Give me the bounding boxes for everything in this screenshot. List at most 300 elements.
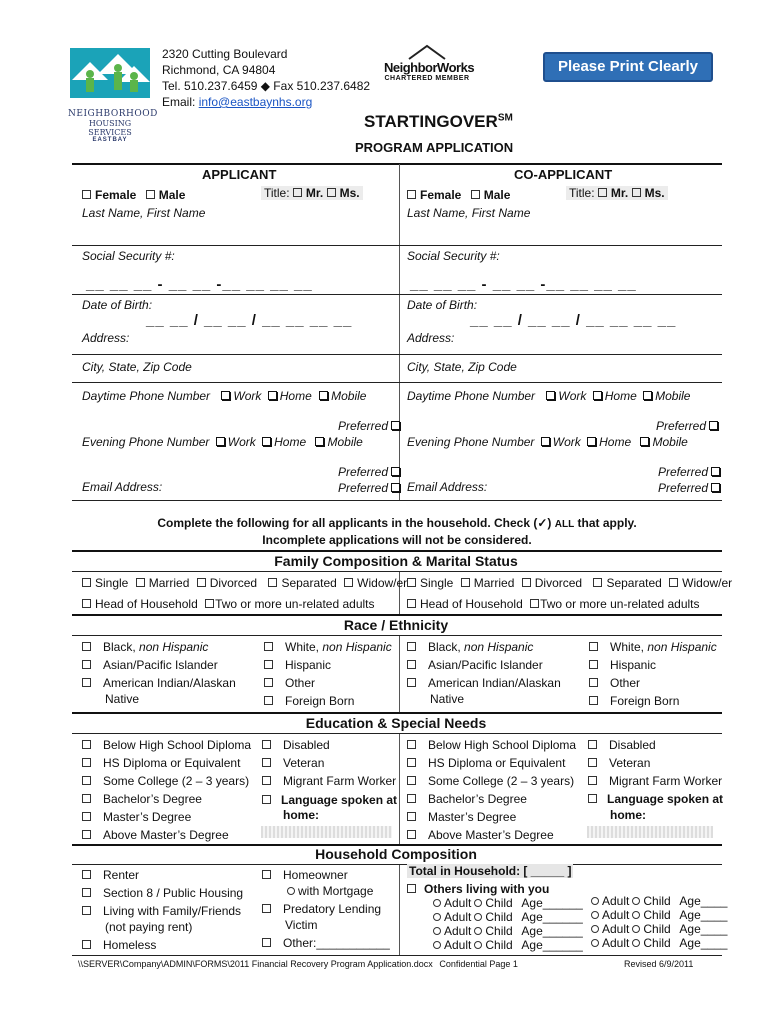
- applicant-language-field[interactable]: [261, 823, 392, 835]
- special-need-option: [588, 756, 650, 770]
- marital-married-checkbox[interactable]: [461, 578, 470, 587]
- race-option: [82, 692, 139, 706]
- race-option: [589, 694, 679, 708]
- coapplicant-language-home: home:: [610, 808, 646, 822]
- coapplicant-dob-field[interactable]: __ __ / __ __ / __ __ __ __: [470, 312, 677, 329]
- race-option-label: Black, non Hispanic: [428, 640, 534, 654]
- mobile-label: Mobile: [655, 389, 691, 403]
- ms-label: Ms.: [339, 186, 360, 200]
- address-line-2: Richmond, CA 94804: [162, 63, 276, 77]
- applicant-day-preferred: [338, 419, 403, 433]
- applicant-ssn-field[interactable]: __ __ __ - __ __ -__ __ __ __: [86, 276, 313, 293]
- single-label: Single: [420, 576, 454, 590]
- race-option-label: Asian/Pacific Islander: [103, 658, 218, 672]
- evening-label: Evening Phone Number: [407, 435, 535, 449]
- preferred-label: Preferred: [338, 481, 389, 495]
- checkmark-icon: ✓: [537, 516, 548, 530]
- applicant-day-work-checkbox[interactable]: [221, 391, 230, 400]
- chartered-member: CHARTERED MEMBER: [384, 75, 470, 82]
- race-option: [82, 676, 236, 690]
- housing-checkbox[interactable]: [82, 888, 91, 897]
- applicant-city-field[interactable]: City, State, Zip Code: [82, 360, 192, 374]
- coapplicant-name-field[interactable]: Last Name, First Name: [407, 206, 531, 220]
- member-row: [430, 938, 583, 952]
- coapplicant-language-checkbox[interactable]: [588, 794, 597, 803]
- divider-ssn: [72, 294, 722, 295]
- marital-single-checkbox[interactable]: [407, 578, 416, 587]
- race-option: [264, 640, 392, 654]
- member-type-label: Child: [485, 924, 513, 938]
- instr-text-a: Complete the following for all applicants in the household. Check (: [157, 516, 538, 530]
- member-row: [588, 936, 727, 950]
- applicant-mr-checkbox[interactable]: [293, 188, 302, 197]
- divider-top: [72, 163, 722, 165]
- coapplicant-title-row: [566, 186, 668, 200]
- member-age-field[interactable]: Age____: [676, 894, 728, 908]
- education-checkbox[interactable]: [82, 740, 91, 749]
- child-radio[interactable]: [474, 927, 482, 935]
- applicant-head-row: [82, 597, 375, 611]
- predatory-option-2-label: Victim: [285, 918, 318, 932]
- education-checkbox[interactable]: [82, 794, 91, 803]
- coapplicant-daytime-row: [407, 389, 690, 403]
- education-option: [82, 756, 240, 770]
- applicant-name-field[interactable]: Last Name, First Name: [82, 206, 206, 220]
- file-path: \\SERVER\Company\ADMIN\FORMS\2011 Financial Recovery Program Application.docx: [78, 959, 433, 969]
- marital-divorced-checkbox[interactable]: [522, 578, 531, 587]
- housing-checkbox[interactable]: [82, 906, 91, 915]
- special-need-checkbox[interactable]: [262, 776, 271, 785]
- child-radio[interactable]: [632, 911, 640, 919]
- child-radio[interactable]: [632, 897, 640, 905]
- divider-race-top: [72, 614, 722, 616]
- household-title: Household Composition: [315, 846, 477, 862]
- single-label: Single: [95, 576, 129, 590]
- logo-line-2: HOUSING SERVICES: [88, 119, 132, 137]
- applicant-address-field[interactable]: Address:: [82, 331, 130, 345]
- footer-path: [78, 959, 518, 969]
- special-need-option: [588, 774, 722, 788]
- race-option: [589, 658, 656, 672]
- education-option-label: Above Master’s Degree: [103, 828, 229, 842]
- coapplicant-eve-home-checkbox[interactable]: [587, 437, 596, 446]
- adult-radio[interactable]: [433, 941, 441, 949]
- child-radio[interactable]: [474, 899, 482, 907]
- head-of-household-checkbox[interactable]: [407, 599, 416, 608]
- column-divider: [399, 164, 400, 500]
- race-option: [82, 658, 218, 672]
- special-need-option-label: Disabled: [609, 738, 656, 752]
- coapplicant-language-row: [588, 792, 723, 806]
- coapplicant-address-field[interactable]: Address:: [407, 331, 455, 345]
- coapplicant-day-preferred: [656, 419, 721, 433]
- applicant-ssn-label: Social Security #:: [82, 249, 175, 263]
- race-checkbox[interactable]: [264, 660, 273, 669]
- race-checkbox[interactable]: [589, 678, 598, 687]
- applicant-day-preferred-checkbox[interactable]: [391, 421, 400, 430]
- race-checkbox[interactable]: [589, 642, 598, 651]
- race-option-label: White, non Hispanic: [285, 640, 392, 654]
- preferred-label: Preferred: [658, 465, 709, 479]
- education-checkbox[interactable]: [407, 830, 416, 839]
- coapplicant-language-field[interactable]: [587, 823, 713, 835]
- education-checkbox[interactable]: [407, 812, 416, 821]
- coapplicant-day-preferred-checkbox[interactable]: [709, 421, 718, 430]
- education-option-label: Below High School Diploma: [428, 738, 577, 752]
- education-option: [82, 792, 202, 806]
- adult-radio[interactable]: [591, 939, 599, 947]
- member-type-label: Child: [643, 894, 671, 908]
- married-label: Married: [148, 576, 190, 590]
- race-checkbox[interactable]: [264, 678, 273, 687]
- home-label: Home: [599, 435, 632, 449]
- applicant-eve-preferred: [338, 465, 403, 479]
- coapplicant-evening-row: [407, 435, 688, 449]
- instr-text-b: ): [547, 516, 555, 530]
- work-label: Work: [558, 389, 587, 403]
- race-option: [264, 658, 331, 672]
- member-row: [588, 908, 727, 922]
- member-age-field[interactable]: Age______: [518, 910, 583, 924]
- member-type-label: Adult: [444, 896, 472, 910]
- predatory-option: [262, 902, 381, 916]
- race-option: [407, 658, 543, 672]
- coapplicant-ssn-label: Social Security #:: [407, 249, 500, 263]
- race-option: [264, 694, 354, 708]
- child-radio[interactable]: [474, 913, 482, 921]
- education-option: [82, 828, 229, 842]
- female-label: Female: [95, 188, 137, 202]
- home-label: Home: [279, 389, 312, 403]
- race-option-label: Hispanic: [285, 658, 332, 672]
- phone-fax: Tel. 510.237.6459 ◆ Fax 510.237.6482: [162, 79, 371, 93]
- education-title: Education & Special Needs: [305, 715, 487, 731]
- coapplicant-female-checkbox[interactable]: [407, 190, 416, 199]
- member-age-field[interactable]: Age____: [676, 922, 728, 936]
- widow-label: Widow/er: [682, 576, 733, 590]
- email-link[interactable]: info@eastbaynhs.org: [198, 95, 313, 109]
- education-checkbox[interactable]: [407, 758, 416, 767]
- race-option: [407, 692, 464, 706]
- special-need-option-label: Veteran: [609, 756, 651, 770]
- member-type-label: Child: [485, 896, 513, 910]
- others-label: Others living with you: [424, 882, 550, 896]
- education-option-label: Bachelor’s Degree: [103, 792, 202, 806]
- instructions-line-1: [72, 516, 722, 530]
- coapplicant-male-checkbox[interactable]: [471, 190, 480, 199]
- work-label: Work: [227, 435, 256, 449]
- race-checkbox[interactable]: [82, 660, 91, 669]
- coapplicant-eve-mobile-checkbox[interactable]: [640, 437, 649, 446]
- child-radio[interactable]: [632, 925, 640, 933]
- education-checkbox[interactable]: [407, 740, 416, 749]
- child-radio[interactable]: [632, 939, 640, 947]
- applicant-eve-home-checkbox[interactable]: [262, 437, 271, 446]
- marital-married-checkbox[interactable]: [136, 578, 145, 587]
- marital-separated-checkbox[interactable]: [593, 578, 602, 587]
- male-label: Male: [158, 188, 186, 202]
- education-checkbox[interactable]: [82, 776, 91, 785]
- applicant-male-checkbox[interactable]: [146, 190, 155, 199]
- coapplicant-mr-checkbox[interactable]: [598, 188, 607, 197]
- mr-label: Mr.: [610, 186, 629, 200]
- child-radio[interactable]: [474, 941, 482, 949]
- education-option-label: Below High School Diploma: [103, 738, 252, 752]
- preferred-label: Preferred: [338, 465, 389, 479]
- special-need-checkbox[interactable]: [588, 776, 597, 785]
- work-label: Work: [233, 389, 262, 403]
- mobile-label: Mobile: [327, 435, 363, 449]
- divider-email: [72, 500, 722, 501]
- member-type-label: Adult: [602, 922, 630, 936]
- predatory-option-2: [262, 918, 317, 932]
- family-title: Family Composition & Marital Status: [274, 553, 518, 569]
- male-label: Male: [483, 188, 511, 202]
- applicant-dob-field[interactable]: __ __ / __ __ / __ __ __ __: [146, 312, 353, 329]
- title-label: Title:: [264, 186, 290, 200]
- special-need-checkbox[interactable]: [262, 758, 271, 767]
- applicant-email-field[interactable]: Email Address:: [82, 480, 163, 494]
- member-type-label: Child: [643, 908, 671, 922]
- member-age-field[interactable]: Age____: [676, 908, 728, 922]
- two-more-label: Two or more un-related adults: [540, 597, 700, 611]
- mortgage-radio[interactable]: [287, 887, 295, 895]
- coapplicant-day-work-checkbox[interactable]: [546, 391, 555, 400]
- divider-family: [72, 571, 722, 572]
- language-fill: [587, 826, 713, 838]
- divider-house: [72, 864, 722, 865]
- race-option-label: Black, non Hispanic: [103, 640, 209, 654]
- education-option-label: Some College (2 – 3 years): [103, 774, 250, 788]
- language-label-a: Language spoken at: [281, 793, 398, 807]
- special-need-checkbox[interactable]: [588, 740, 597, 749]
- homeowner-option-label: Homeowner: [283, 868, 348, 882]
- race-option-label: White, non Hispanic: [610, 640, 717, 654]
- race-checkbox[interactable]: [407, 642, 416, 651]
- neighborworks-house-icon: [407, 44, 447, 60]
- applicant-ms-checkbox[interactable]: [327, 188, 336, 197]
- adult-radio[interactable]: [433, 927, 441, 935]
- race-option-label: Other: [610, 676, 641, 690]
- marital-divorced-checkbox[interactable]: [197, 578, 206, 587]
- marital-widow-checkbox[interactable]: [344, 578, 353, 587]
- housing-option-label: Homeless: [103, 938, 157, 952]
- housing-option: [82, 886, 243, 900]
- race-checkbox[interactable]: [264, 696, 273, 705]
- education-option: [407, 828, 554, 842]
- race-checkbox[interactable]: [264, 642, 273, 651]
- mobile-label: Mobile: [331, 389, 367, 403]
- widow-label: Widow/er: [357, 576, 408, 590]
- member-age-field[interactable]: Age______: [518, 938, 583, 952]
- program-subtitle: PROGRAM APPLICATION: [355, 140, 514, 155]
- race-checkbox[interactable]: [589, 660, 598, 669]
- race-option-label: Foreign Born: [610, 694, 680, 708]
- housing-checkbox[interactable]: [82, 940, 91, 949]
- race-checkbox[interactable]: [407, 678, 416, 687]
- education-checkbox[interactable]: [407, 794, 416, 803]
- divorced-label: Divorced: [534, 576, 583, 590]
- education-checkbox[interactable]: [407, 776, 416, 785]
- divider-name: [72, 245, 722, 246]
- coapplicant-city-field[interactable]: City, State, Zip Code: [407, 360, 517, 374]
- applicant-day-home-checkbox[interactable]: [268, 391, 277, 400]
- marital-widow-checkbox[interactable]: [669, 578, 678, 587]
- head-of-household-checkbox[interactable]: [82, 599, 91, 608]
- education-option: [407, 810, 516, 824]
- special-need-checkbox[interactable]: [262, 740, 271, 749]
- home-label: Home: [604, 389, 637, 403]
- separated-label: Separated: [606, 576, 662, 590]
- coapplicant-eve-work-checkbox[interactable]: [541, 437, 550, 446]
- applicant-title-row: [261, 186, 363, 200]
- member-row: [588, 922, 727, 936]
- education-option-label: Above Master’s Degree: [428, 828, 554, 842]
- logo-line-1: NEIGHBORHOOD: [68, 109, 158, 119]
- daytime-label: Daytime Phone Number: [407, 389, 536, 403]
- applicant-heading: APPLICANT: [202, 167, 277, 182]
- two-more-label: Two or more un-related adults: [215, 597, 375, 611]
- neighborworks-brand: NeighborWorks: [384, 60, 475, 75]
- member-type-label: Child: [643, 922, 671, 936]
- head-label: Head of Household: [420, 597, 523, 611]
- member-row: [430, 924, 583, 938]
- title-label: Title:: [569, 186, 595, 200]
- member-row: [588, 894, 727, 908]
- member-type-label: Adult: [444, 910, 472, 924]
- marital-single-checkbox[interactable]: [82, 578, 91, 587]
- education-option: [407, 738, 576, 752]
- applicant-day-mobile-checkbox[interactable]: [319, 391, 328, 400]
- other-housing-checkbox[interactable]: [262, 938, 271, 947]
- housing-option: [82, 868, 139, 882]
- adult-radio[interactable]: [433, 899, 441, 907]
- education-checkbox[interactable]: [82, 812, 91, 821]
- applicant-female-checkbox[interactable]: [82, 190, 91, 199]
- housing-checkbox[interactable]: [82, 870, 91, 879]
- adult-radio[interactable]: [591, 897, 599, 905]
- edu-col-divider: [399, 734, 400, 844]
- race-checkbox[interactable]: [407, 660, 416, 669]
- divider-city: [72, 382, 722, 383]
- others-living-row: [407, 882, 549, 896]
- divider-family-top: [72, 550, 722, 552]
- others-living-checkbox[interactable]: [407, 884, 416, 893]
- program-title: [364, 112, 513, 132]
- nhs-logo: [68, 44, 158, 143]
- address-line-1: 2320 Cutting Boulevard: [162, 47, 288, 61]
- language-fill: [261, 826, 392, 838]
- applicant-eve-work-checkbox[interactable]: [216, 437, 225, 446]
- title-sup: SM: [497, 112, 513, 124]
- adult-radio[interactable]: [591, 925, 599, 933]
- applicant-email-preferred-checkbox[interactable]: [391, 483, 400, 492]
- preferred-label: Preferred: [656, 419, 707, 433]
- adult-radio[interactable]: [591, 911, 599, 919]
- coapplicant-ms-checkbox[interactable]: [632, 188, 641, 197]
- homeowner-option: [262, 868, 348, 882]
- coapplicant-heading: CO-APPLICANT: [514, 167, 613, 182]
- applicant-eve-mobile-checkbox[interactable]: [315, 437, 324, 446]
- race-checkbox[interactable]: [589, 696, 598, 705]
- two-or-more-checkbox[interactable]: [205, 599, 214, 608]
- coapplicant-dob-label: Date of Birth:: [407, 298, 478, 312]
- race-checkbox[interactable]: [82, 678, 91, 687]
- member-type-label: Adult: [444, 938, 472, 952]
- applicant-language-home: home:: [283, 808, 319, 822]
- applicant-language-checkbox[interactable]: [262, 795, 271, 804]
- divider-race: [72, 635, 722, 636]
- predatory-checkbox[interactable]: [262, 904, 271, 913]
- preferred-label: Preferred: [658, 481, 709, 495]
- female-label: Female: [420, 188, 462, 202]
- race-option: [407, 640, 533, 654]
- applicant-gender-row: [82, 188, 185, 202]
- race-option-label: Hispanic: [610, 658, 657, 672]
- member-age-field[interactable]: Age______: [518, 924, 583, 938]
- mr-label: Mr.: [305, 186, 324, 200]
- applicant-eve-preferred-checkbox[interactable]: [391, 467, 400, 476]
- member-type-label: Adult: [602, 894, 630, 908]
- special-need-option-label: Veteran: [283, 756, 325, 770]
- divider-address: [72, 354, 722, 355]
- applicant-daytime-row: [82, 389, 366, 403]
- education-checkbox[interactable]: [82, 758, 91, 767]
- two-or-more-checkbox[interactable]: [530, 599, 539, 608]
- marital-separated-checkbox[interactable]: [268, 578, 277, 587]
- separated-label: Separated: [281, 576, 337, 590]
- divorced-label: Divorced: [209, 576, 258, 590]
- coapplicant-ssn-field[interactable]: __ __ __ - __ __ -__ __ __ __: [410, 276, 637, 293]
- housing-option-label: Living with Family/Friends: [103, 904, 242, 918]
- total-household-field[interactable]: Total in Household: [ _____ ]: [409, 864, 572, 878]
- member-type-label: Adult: [602, 908, 630, 922]
- special-need-option-label: Migrant Farm Worker: [283, 774, 397, 788]
- mortgage-option: [284, 884, 373, 898]
- housing-option: [82, 938, 156, 952]
- instr-text-c: that apply.: [574, 516, 637, 530]
- instr-all: ALL: [554, 519, 575, 530]
- education-option-label: HS Diploma or Equivalent: [428, 756, 566, 770]
- coapplicant-day-home-checkbox[interactable]: [593, 391, 602, 400]
- education-option-label: Bachelor’s Degree: [428, 792, 527, 806]
- instructions-line-2: Incomplete applications will not be considered.: [262, 533, 532, 547]
- applicant-email-preferred: [338, 481, 403, 495]
- special-need-checkbox[interactable]: [588, 758, 597, 767]
- member-age-field[interactable]: Age____: [676, 936, 728, 950]
- member-age-field[interactable]: Age______: [518, 896, 583, 910]
- house-logo-icon: [68, 44, 152, 102]
- education-checkbox[interactable]: [82, 830, 91, 839]
- education-option-label: Some College (2 – 3 years): [428, 774, 575, 788]
- race-option-label: Native: [105, 692, 140, 706]
- logo-line-3: EASTBAY: [92, 137, 128, 143]
- race-option-label: Foreign Born: [285, 694, 355, 708]
- coapplicant-eve-preferred-checkbox[interactable]: [711, 467, 720, 476]
- org-address: [162, 46, 370, 110]
- coapplicant-day-mobile-checkbox[interactable]: [643, 391, 652, 400]
- race-option: [589, 676, 640, 690]
- race-option-label: American Indian/Alaskan: [428, 676, 561, 690]
- race-checkbox[interactable]: [82, 642, 91, 651]
- education-option: [82, 774, 249, 788]
- adult-radio[interactable]: [433, 913, 441, 921]
- homeowner-checkbox[interactable]: [262, 870, 271, 879]
- education-option: [407, 756, 565, 770]
- mobile-label: Mobile: [652, 435, 688, 449]
- coapplicant-email-field[interactable]: Email Address:: [407, 480, 488, 494]
- coapplicant-email-preferred-checkbox[interactable]: [711, 483, 720, 492]
